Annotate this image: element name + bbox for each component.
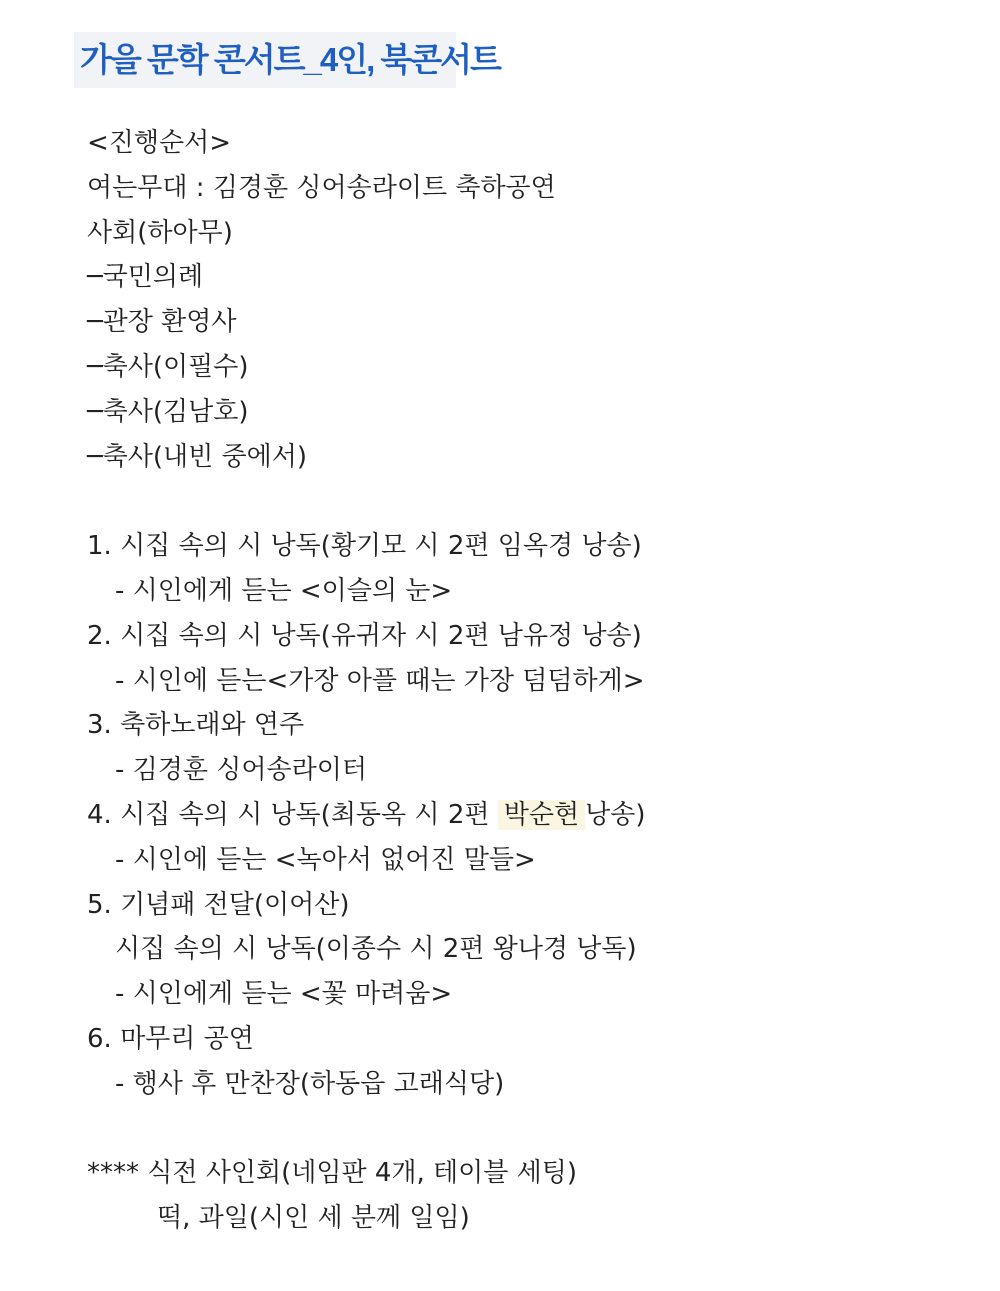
spacer bbox=[87, 479, 967, 524]
host-line: 사회(하아무) bbox=[87, 217, 233, 248]
program-item-4-sub: - 시인에 듣는 <녹아서 없어진 말들> bbox=[115, 844, 536, 875]
ceremony-item: ─축사(내빈 중에서) bbox=[87, 441, 308, 472]
note-line-2: 떡, 과일(시인 세 분께 일임) bbox=[157, 1203, 470, 1234]
highlighted-name: 박순현 bbox=[498, 800, 585, 830]
note-line-1: **** 식전 사인회(네임판 4개, 테이블 세팅) bbox=[87, 1158, 578, 1189]
program-item-5-sub: - 시인에게 듣는 <꽃 마려움> bbox=[115, 979, 453, 1010]
program-heading: <진행순서> bbox=[87, 128, 232, 158]
program-item-2: 2. 시집 속의 시 낭독(유귀자 시 2편 남유정 낭송) bbox=[87, 620, 642, 651]
program-item-4 bbox=[87, 793, 967, 838]
program-item-1: 1. 시집 속의 시 낭독(황기모 시 2편 임옥경 낭송) bbox=[87, 531, 642, 562]
ceremony-item: ─국민의례 bbox=[87, 262, 204, 293]
program-item-5: 5. 기념패 전달(이어산) bbox=[87, 889, 350, 920]
page-title: 가을 문학 콘서트_4인, 북콘서트 bbox=[80, 41, 500, 78]
program-item-5-reading: 시집 속의 시 낭독(이종수 시 2편 왕나경 낭독) bbox=[115, 934, 637, 965]
program-item-3-sub: - 김경훈 싱어송라이터 bbox=[115, 755, 367, 786]
spacer bbox=[87, 1107, 967, 1152]
document-body bbox=[87, 121, 967, 1241]
program-item-2-sub: - 시인에 듣는<가장 아플 때는 가장 덤덤하게> bbox=[115, 665, 645, 696]
program-item-3: 3. 축하노래와 연주 bbox=[87, 710, 305, 741]
program-item-6: 6. 마무리 공연 bbox=[87, 1023, 254, 1054]
ceremony-item: ─축사(김남호) bbox=[87, 396, 249, 427]
program-item-1-sub: - 시인에게 듣는 <이슬의 눈> bbox=[115, 575, 453, 606]
ceremony-item: ─관장 환영사 bbox=[87, 307, 237, 338]
program-item-4-suffix: 낭송) bbox=[585, 799, 646, 830]
program-item-6-sub: - 행사 후 만찬장(하동읍 고래식당) bbox=[115, 1068, 505, 1099]
ceremony-item: ─축사(이필수) bbox=[87, 351, 249, 382]
program-item-4-prefix: 4. 시집 속의 시 낭독(최동옥 시 2편 bbox=[87, 799, 498, 830]
opening-stage: 여는무대 : 김경훈 싱어송라이트 축하공연 bbox=[87, 172, 556, 203]
